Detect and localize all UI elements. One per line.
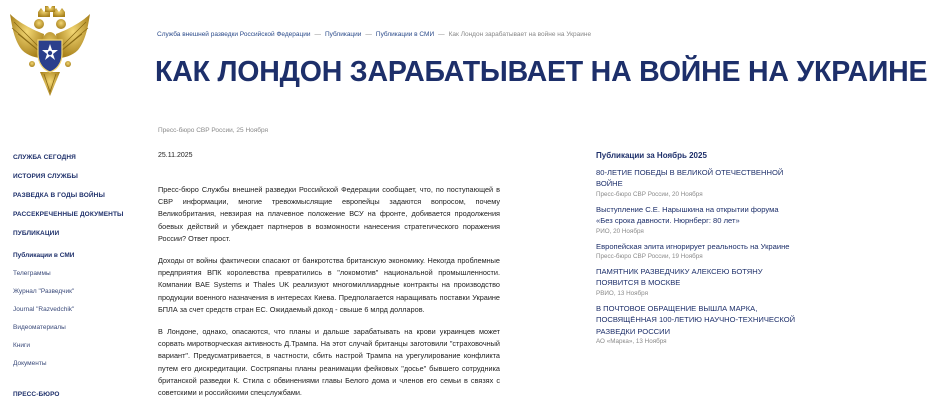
publication-link[interactable]: В ПОЧТОВОЕ ОБРАЩЕНИЕ ВЫШЛА МАРКА, ПОСВЯЩЁННАЯ 100-ЛЕТИЮ НАУЧНО-ТЕХНИЧЕСКОЙ РАЗВЕДКИ РОССИИ xyxy=(596,303,796,336)
publication-meta: АО «Марка», 13 Ноября xyxy=(596,338,667,346)
sidebar-item-press-bureau[interactable]: ПРЕСС-БЮРО xyxy=(13,391,60,398)
article-paragraph: Доходы от войны фактически спасают от банкротства британскую экономику. Некогда проблемные предприятия ВПК королевства превратились в "локомотив" национальной промышленности. Компании BAE Systems и Thales UK реализуют многомиллиардные контракты на производство продукции военного назначения в интересах Киева. Предполагается наращивать поставки Украине БПЛА за счет средств стран ЕС. Ожидаемый доход - свыше 6 млрд долларов. xyxy=(158,256,500,314)
sidebar-subitem-journal-ru[interactable]: Журнал "Разведчик" xyxy=(13,288,75,295)
publication-item xyxy=(596,167,796,199)
article-body xyxy=(158,184,500,409)
related-publications-heading: Публикации за Ноябрь 2025 xyxy=(596,151,707,160)
sidebar-item-history[interactable]: ИСТОРИЯ СЛУЖБЫ xyxy=(13,173,79,180)
sidebar-subitem-media-publications[interactable]: Публикации в СМИ xyxy=(13,252,75,259)
breadcrumb-separator: — xyxy=(438,31,445,38)
publication-meta: РИО, 20 Ноября xyxy=(596,227,644,235)
related-publications xyxy=(596,151,796,351)
sidebar-item-publications[interactable]: ПУБЛИКАЦИИ xyxy=(13,230,60,237)
breadcrumb-link-home[interactable]: Служба внешней разведки Российской Федерации xyxy=(157,31,311,38)
breadcrumb-link-publications[interactable]: Публикации xyxy=(324,31,362,38)
page-title: КАК ЛОНДОН ЗАРАБАТЫВАЕТ НА ВОЙНЕ НА УКРАИНЕ xyxy=(155,56,927,88)
breadcrumb-separator: — xyxy=(365,31,372,38)
article-date: 25.11.2025 xyxy=(158,152,193,159)
breadcrumb xyxy=(157,31,591,38)
publication-link[interactable]: ПАМЯТНИК РАЗВЕДЧИКУ АЛЕКСЕЮ БОТЯНУ ПОЯВИТСЯ В МОСКВЕ xyxy=(596,267,763,288)
publication-meta: Пресс-бюро СВР России, 19 Ноября xyxy=(596,253,703,261)
sidebar-subitem-video[interactable]: Видеоматериалы xyxy=(13,324,66,331)
article-paragraph: В Лондоне, однако, опасаются, что планы и дальше зарабатывать на крови украинцев может сорвать миротворческая активность Д.Трампа. На этот случай британцы заготовили "страховочный вариант". Предусматривается, в частности, сбить настрой Трампа на урегулирование конфликта путем его дискредитации. Состряпаны планы реанимации фейковых "досье" бывшего сотрудника британской разведки К. Стила с обвинениями главы Белого дома и членов его семьи в связях с советскими и российскими спецслужбами. xyxy=(158,327,500,398)
article-paragraph: Пресс-бюро Службы внешней разведки Российской Федерации сообщает, что, по поступающей в СВР информации, многие тревожмыслящие европейцы задаются вопросом, почему Великобритания, невзирая на плачевное положение ВСУ на фронте, добивается продолжения боевых действий и убеждает партнеров в возможности нанесения стратегического поражения России? Ответ прост. xyxy=(158,185,500,243)
sidebar-item-declassified-documents[interactable]: РАССЕКРЕЧЕННЫЕ ДОКУМЕНТЫ xyxy=(13,211,124,218)
article-source: Пресс-бюро СВР России, 25 Ноября xyxy=(158,127,269,134)
sidebar-item-wartime-intelligence[interactable]: РАЗВЕДКА В ГОДЫ ВОЙНЫ xyxy=(13,192,105,199)
publication-item xyxy=(596,266,796,298)
publication-item xyxy=(596,241,796,261)
publication-item xyxy=(596,204,796,236)
publication-meta: РВИО, 13 Ноября xyxy=(596,289,648,297)
sidebar-item-service-today[interactable]: СЛУЖБА СЕГОДНЯ xyxy=(13,154,76,161)
publication-link[interactable]: 80-ЛЕТИЕ ПОБЕДЫ В ВЕЛИКОЙ ОТЕЧЕСТВЕННОЙ ВОЙНЕ xyxy=(596,168,784,189)
publication-link[interactable]: Выступление С.Е. Нарышкина на открытии форума «Без срока давности. Нюрнберг: 80 лет» xyxy=(596,204,779,226)
sidebar-nav xyxy=(13,148,143,404)
sidebar-subitem-journal-en[interactable]: Journal "Razvedchik" xyxy=(13,306,75,313)
breadcrumb-current: Как Лондон зарабатывает на войне на Украине xyxy=(448,31,592,38)
publication-link[interactable]: Европейская элита игнорирует реальность на Украине xyxy=(596,241,790,251)
sidebar-subitem-books[interactable]: Книги xyxy=(13,342,31,349)
svr-emblem-icon[interactable] xyxy=(8,6,92,98)
breadcrumb-separator: — xyxy=(314,31,321,38)
sidebar-subitem-telegrams[interactable]: Телеграммы xyxy=(13,270,51,277)
sidebar-subitem-documents[interactable]: Документы xyxy=(13,360,47,367)
publication-meta: Пресс-бюро СВР России, 20 Ноября xyxy=(596,190,703,198)
publication-item xyxy=(596,303,796,346)
breadcrumb-link-media-publications[interactable]: Публикации в СМИ xyxy=(375,31,435,38)
